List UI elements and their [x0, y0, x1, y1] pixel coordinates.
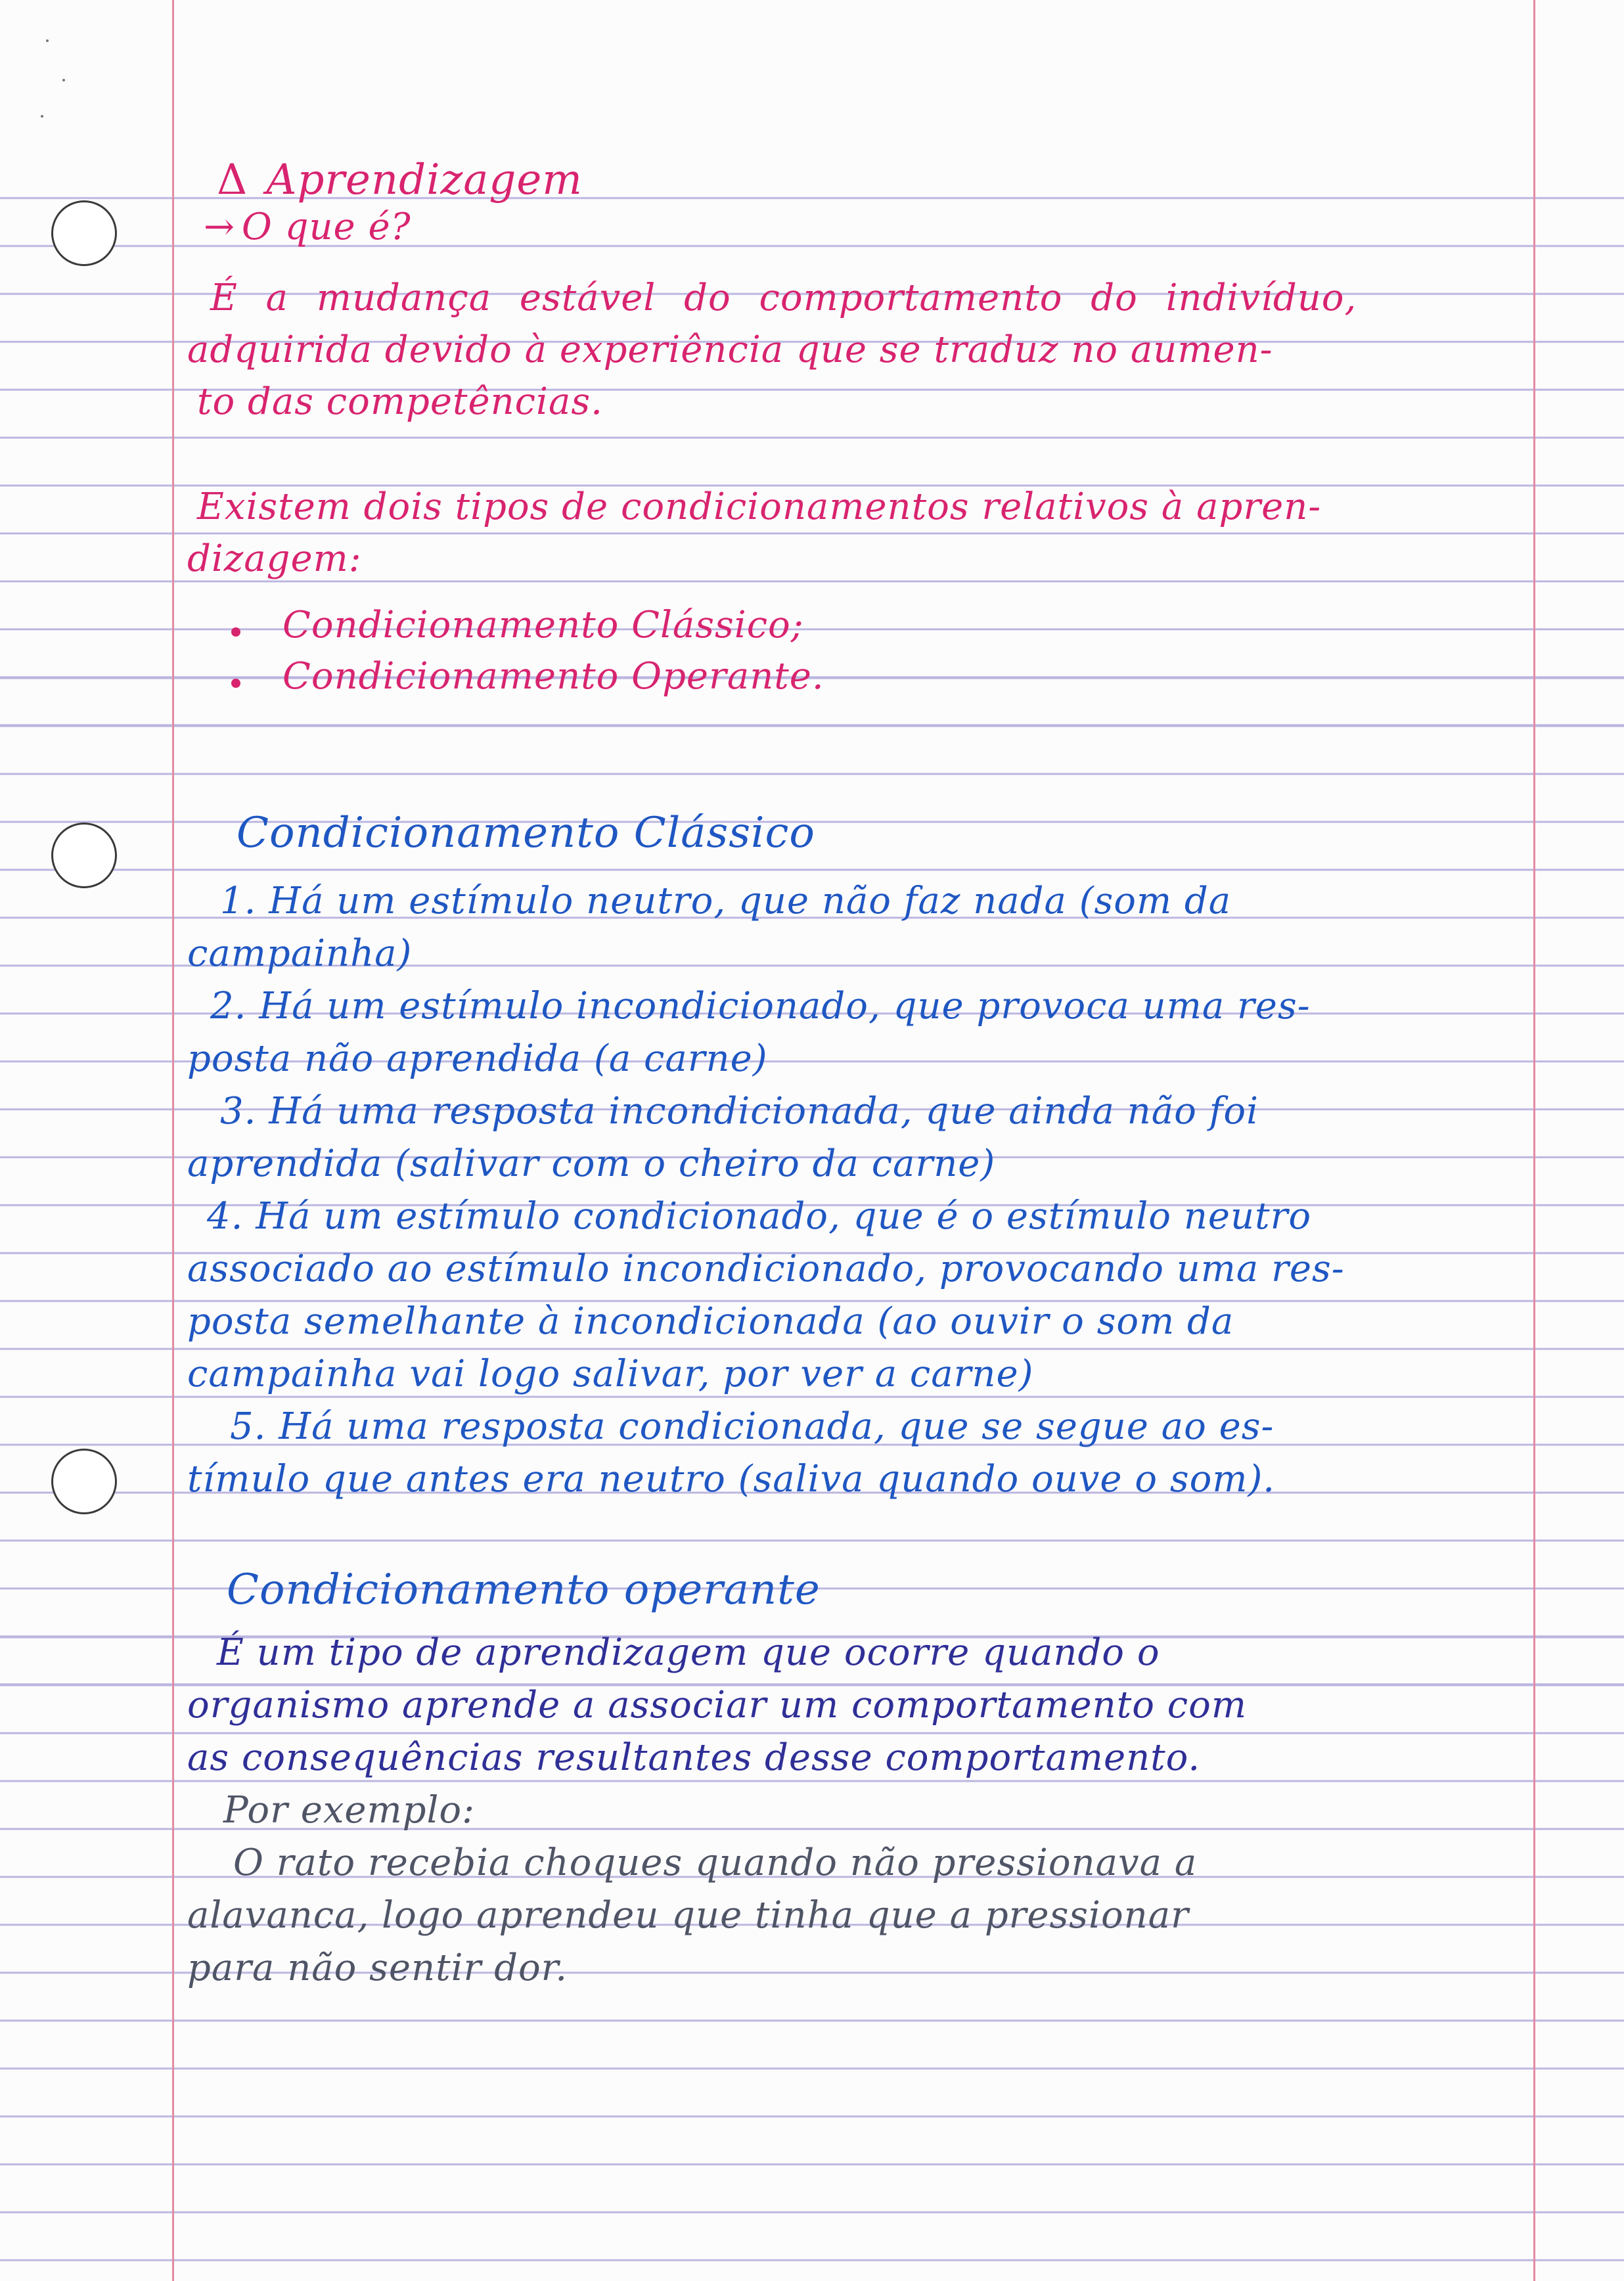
classic-line: associado ao estímulo incondicionado, provocando uma res- — [187, 1248, 1345, 1290]
operant-heading: Condicionamento operante — [227, 1566, 821, 1614]
classic-line: 3. Há uma resposta incondicionada, que ainda não foi — [220, 1090, 1259, 1133]
paper-speck — [46, 39, 49, 42]
paper-speck — [41, 115, 43, 118]
classic-line: tímulo que antes era neutro (saliva quando ouve o som). — [187, 1458, 1276, 1501]
type-item: Condicionamento Clássico; — [282, 604, 804, 646]
classic-line: 5. Há uma resposta condicionada, que se segue ao es- — [230, 1405, 1274, 1448]
right-margin-line — [1533, 0, 1535, 2281]
arrow-right-icon: → — [204, 206, 235, 248]
classic-heading: Condicionamento Clássico — [237, 809, 815, 857]
definition-line: É a mudança estável do comportamento do indivíduo, — [210, 277, 1357, 319]
classic-line: 4. Há um estímulo condicionado, que é o estímulo neutro — [207, 1195, 1312, 1238]
classic-line: 1. Há um estímulo neutro, que não faz nada (som da — [220, 880, 1232, 922]
page-top-margin — [0, 0, 1624, 151]
type-item: Condicionamento Operante. — [282, 655, 824, 698]
subtitle — [204, 204, 1544, 251]
page-title — [217, 156, 1557, 204]
classic-line: posta não aprendida (a carne) — [187, 1037, 768, 1080]
triangle-marker-icon: Δ — [217, 156, 248, 204]
title-text: Aprendizagem — [266, 156, 583, 204]
example-line: para não sentir dor. — [187, 1947, 568, 1989]
classic-line: 2. Há um estímulo incondicionado, que provoca uma res- — [210, 985, 1311, 1028]
definition-line: adquirida devido à experiência que se traduz no aumen- — [187, 328, 1273, 371]
definition-line: to das competências. — [197, 380, 603, 423]
classic-line: campainha vai logo salivar, por ver a carne) — [187, 1353, 1034, 1395]
operant-line: organismo aprende a associar um comportamento com — [187, 1684, 1247, 1727]
bullet-dot-icon — [231, 679, 240, 688]
bullet-dot-icon — [231, 627, 240, 637]
left-margin-line — [172, 0, 174, 2281]
example-line: O rato recebia choques quando não pressionava a — [233, 1841, 1198, 1884]
example-line: alavanca, logo aprendeu que tinha que a pressionar — [187, 1894, 1189, 1937]
operant-line: as consequências resultantes desse comportamento. — [187, 1736, 1201, 1779]
subtitle-text: O que é? — [241, 206, 411, 248]
types-intro-line: Existem dois tipos de condicionamentos relativos à apren- — [197, 486, 1322, 528]
classic-line: posta semelhante à incondicionada (ao ouvir o som da — [187, 1300, 1234, 1343]
binder-hole-top — [51, 200, 117, 266]
classic-line: aprendida (salivar com o cheiro da carne) — [187, 1142, 996, 1185]
types-intro-line: dizagem: — [187, 537, 362, 580]
classic-line: campainha) — [187, 932, 413, 975]
binder-hole-bottom — [51, 1449, 117, 1514]
binder-hole-middle — [51, 823, 117, 888]
example-label: Por exemplo: — [223, 1789, 475, 1832]
paper-speck — [62, 79, 65, 81]
operant-line: É um tipo de aprendizagem que ocorre quando o — [217, 1631, 1160, 1674]
